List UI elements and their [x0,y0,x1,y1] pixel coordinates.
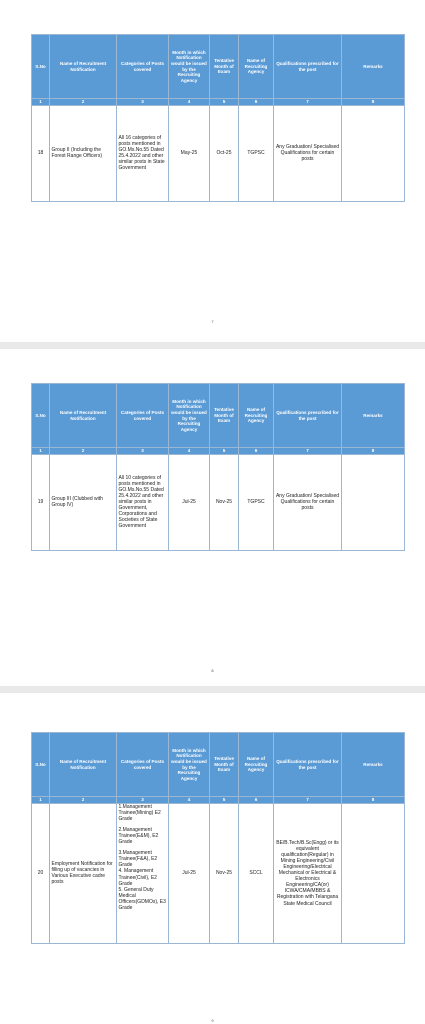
table-header-row [32,35,405,99]
header-agency: Name of Recruiting Agency [239,35,274,99]
cell-categories: All 16 categories of posts mentioned in GO.Ms.No.55 Dated 25.4.2022 and other similar posts in State Government [117,105,169,201]
header-name: Name of Recruitment Notification [50,733,117,797]
col-num: 5 [210,99,239,106]
header-categories: Categories of Posts covered [117,35,169,99]
header-agency: Name of Recruiting Agency [239,733,274,797]
cell-exam: Nov-25 [210,454,239,550]
col-num: 5 [210,797,239,804]
table-header-row [32,384,405,448]
header-sno: S.No [32,35,50,99]
category-item: 3.Management Trainee(F&A), E2 Grade [118,850,158,869]
col-num: 3 [117,797,169,804]
col-num: 8 [342,99,405,106]
col-num: 4 [169,797,210,804]
cell-month: Jul-25 [169,454,210,550]
cell-qualification: Any Graduation/ Specialised Qualifications for certain posts [274,105,342,201]
column-number-row [32,797,405,804]
document-page [0,349,425,686]
category-item: 4. Management Trainee(Civil), E2 Grade [118,868,157,887]
cell-agency: TGPSC [239,105,274,201]
cell-remarks [342,105,405,201]
cell-categories [117,803,169,943]
col-num: 2 [50,797,117,804]
cell-sno: 18 [32,105,50,201]
page-number: 8 [211,668,214,673]
category-item: 5. General Duty Medical Officers(GDMOs), E3 Grade [118,886,166,911]
header-qualification: Qualifications prescribed for the post [274,384,342,448]
col-num: 7 [274,448,342,455]
column-number-row [32,99,405,106]
document-page [0,0,425,342]
category-item: 2.Management Trainee(E&M), E2 Grade [118,826,159,846]
header-month: Month in which Notification would be issued by the Recruiting Agency [169,733,210,797]
cell-qualification: Any Graduation/ Specialised Qualifications for certain posts [274,454,342,550]
cell-exam: Nov-25 [210,803,239,943]
header-agency: Name of Recruiting Agency [239,384,274,448]
col-num: 1 [32,448,50,455]
cell-name: Group III (Clubbed with Group IV) [50,454,117,550]
col-num: 3 [117,99,169,106]
page-number: 9 [211,1018,214,1023]
col-num: 2 [50,448,117,455]
header-remarks: Remarks [342,35,405,99]
col-num: 1 [32,99,50,106]
cell-agency: TGPSC [239,454,274,550]
table-row [32,454,405,550]
table-row [32,105,405,201]
col-num: 5 [210,448,239,455]
col-num: 8 [342,448,405,455]
col-num: 3 [117,448,169,455]
col-num: 8 [342,797,405,804]
header-qualification: Qualifications prescribed for the post [274,733,342,797]
cell-name: Employment Notification for filling up of vacancies in Various Executive cadre posts [50,803,117,943]
recruitment-table [31,732,405,944]
col-num: 6 [239,448,274,455]
header-categories: Categories of Posts covered [117,384,169,448]
table-row [32,803,405,943]
col-num: 7 [274,99,342,106]
col-num: 4 [169,99,210,106]
recruitment-table [31,383,405,551]
cell-month: Jul-25 [169,803,210,943]
cell-agency: SCCL [239,803,274,943]
cell-exam: Oct-25 [210,105,239,201]
table-header-row [32,733,405,797]
header-exam: Tentative Month of Exam [210,384,239,448]
header-remarks: Remarks [342,384,405,448]
cell-sno: 20 [32,803,50,943]
header-sno: S.No [32,733,50,797]
header-exam: Tentative Month of Exam [210,733,239,797]
cell-remarks [342,454,405,550]
cell-name: Group II (Including the Forest Range Officers) [50,105,117,201]
document-page [0,693,425,1024]
col-num: 6 [239,797,274,804]
header-exam: Tentative Month of Exam [210,35,239,99]
recruitment-table [31,34,405,202]
page-number: 7 [211,319,214,324]
header-categories: Categories of Posts covered [117,733,169,797]
col-num: 2 [50,99,117,106]
header-remarks: Remarks [342,733,405,797]
header-month: Month in which Notification would be issued by the Recruiting Agency [169,384,210,448]
col-num: 6 [239,99,274,106]
col-num: 7 [274,797,342,804]
header-qualification: Qualifications prescribed for the post [274,35,342,99]
header-name: Name of Recruitment Notification [50,384,117,448]
cell-remarks [342,803,405,943]
cell-categories: All 10 categories of posts mentioned in GO.Ms.No.55 Dated 25.4.2022 and other similar posts in Government, Corporations and Societies of State Government [117,454,169,550]
col-num: 4 [169,448,210,455]
cell-qualification: BE/B.Tech/B.Sc(Engg) or its equivalent qualification(Regular) in Mining Engineering/Civil Engineering/Electrical Mechanical or Electrical & Electronics Engineering/CA(or) ICWA/CMA/MBBS & Registration with Telangana State Medical Council [274,803,342,943]
header-month: Month in which Notification would be issued by the Recruiting Agency [169,35,210,99]
header-name: Name of Recruitment Notification [50,35,117,99]
cell-month: May-25 [169,105,210,201]
cell-sno: 19 [32,454,50,550]
col-num: 1 [32,797,50,804]
column-number-row [32,448,405,455]
header-sno: S.No [32,384,50,448]
category-item: 1.Management Trainee(Mining) E2 Grade [118,803,161,822]
